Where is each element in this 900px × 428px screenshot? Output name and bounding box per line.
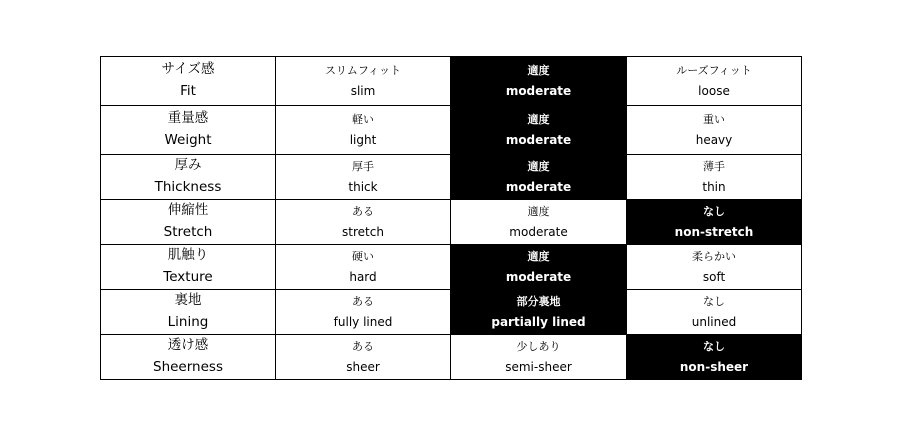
option-cell-selected (627, 200, 802, 245)
row-label-en: Sheerness (153, 359, 223, 375)
option-label-en: soft (702, 269, 726, 284)
option-label-ja: スリムフィット (324, 63, 402, 77)
option-cell (276, 200, 451, 245)
option-label-en: loose (698, 83, 730, 98)
row-label-ja: 透け感 (167, 337, 209, 353)
row-label-cell (101, 245, 276, 290)
row-label-ja: 厚み (174, 157, 202, 173)
option-cell (276, 106, 451, 155)
size-attributes-table (100, 56, 802, 380)
row-weight (101, 106, 802, 155)
option-label-en: non-stretch (674, 224, 754, 239)
option-label-ja: 適度 (527, 63, 550, 77)
row-label-cell (101, 200, 276, 245)
option-label-en: unlined (691, 314, 737, 329)
option-cell (627, 155, 802, 200)
row-label-en: Stretch (163, 224, 213, 240)
option-label-en: semi-sheer (505, 359, 572, 374)
option-label-en: light (349, 132, 377, 147)
option-label-en: hard (349, 269, 377, 284)
row-label-cell (101, 290, 276, 335)
option-label-ja: 部分裏地 (516, 294, 561, 308)
row-label-ja: サイズ感 (161, 61, 215, 77)
option-cell-selected (451, 106, 627, 155)
option-label-ja: なし (703, 204, 725, 218)
option-label-ja: 適度 (527, 204, 550, 218)
option-label-ja: ある (352, 339, 374, 353)
option-label-ja: 適度 (527, 249, 550, 263)
option-label-ja: 柔らかい (692, 249, 736, 263)
option-label-ja: 重い (703, 112, 725, 126)
option-label-en: stretch (342, 224, 384, 239)
option-label-en: thin (702, 179, 726, 194)
option-cell (276, 335, 451, 380)
option-cell-selected (627, 335, 802, 380)
option-label-en: slim (350, 83, 376, 98)
row-label-ja: 伸縮性 (167, 202, 209, 218)
row-label-cell (101, 335, 276, 380)
option-label-en: thick (348, 179, 378, 194)
option-label-ja: 厚手 (352, 159, 374, 173)
option-label-ja: 少しあり (516, 339, 561, 353)
row-label-ja: 重量感 (167, 110, 209, 126)
option-label-ja: ルーズフィット (676, 63, 752, 77)
option-label-en: heavy (695, 132, 733, 147)
option-label-en: partially lined (491, 314, 586, 329)
row-label-en: Texture (163, 269, 213, 285)
row-sheerness (101, 335, 802, 380)
row-label-en: Weight (164, 132, 212, 148)
row-thickness (101, 155, 802, 200)
row-label-ja: 肌触り (167, 247, 209, 263)
option-label-en: moderate (505, 83, 572, 98)
option-label-ja: なし (703, 294, 725, 308)
option-label-ja: 軽い (352, 112, 374, 126)
option-label-en: moderate (505, 179, 572, 194)
option-cell (627, 245, 802, 290)
option-cell (276, 155, 451, 200)
row-label-ja: 裏地 (174, 292, 202, 308)
option-cell (276, 245, 451, 290)
option-cell (451, 200, 627, 245)
option-label-en: moderate (509, 224, 568, 239)
option-label-ja: 適度 (527, 159, 550, 173)
option-cell (627, 290, 802, 335)
option-cell (627, 106, 802, 155)
option-cell (627, 57, 802, 106)
row-texture (101, 245, 802, 290)
row-fit (101, 57, 802, 106)
row-label-cell (101, 155, 276, 200)
row-label-en: Thickness (154, 179, 222, 195)
option-label-ja: ある (352, 204, 374, 218)
option-cell (276, 57, 451, 106)
row-label-cell (101, 57, 276, 106)
option-label-ja: ある (352, 294, 374, 308)
option-label-ja: 適度 (527, 112, 550, 126)
option-label-ja: 薄手 (703, 159, 725, 173)
option-cell-selected (451, 57, 627, 106)
option-cell (451, 335, 627, 380)
option-label-ja: なし (703, 339, 725, 353)
row-lining (101, 290, 802, 335)
option-cell-selected (451, 290, 627, 335)
option-cell (276, 290, 451, 335)
row-stretch (101, 200, 802, 245)
row-label-en: Lining (167, 314, 209, 330)
row-label-cell (101, 106, 276, 155)
option-label-ja: 硬い (352, 249, 374, 263)
option-label-en: moderate (505, 269, 572, 284)
option-label-en: non-sheer (679, 359, 749, 374)
option-cell-selected (451, 245, 627, 290)
option-label-en: sheer (346, 359, 380, 374)
row-label-en: Fit (180, 83, 196, 99)
option-cell-selected (451, 155, 627, 200)
option-label-en: moderate (505, 132, 572, 147)
option-label-en: fully lined (333, 314, 393, 329)
